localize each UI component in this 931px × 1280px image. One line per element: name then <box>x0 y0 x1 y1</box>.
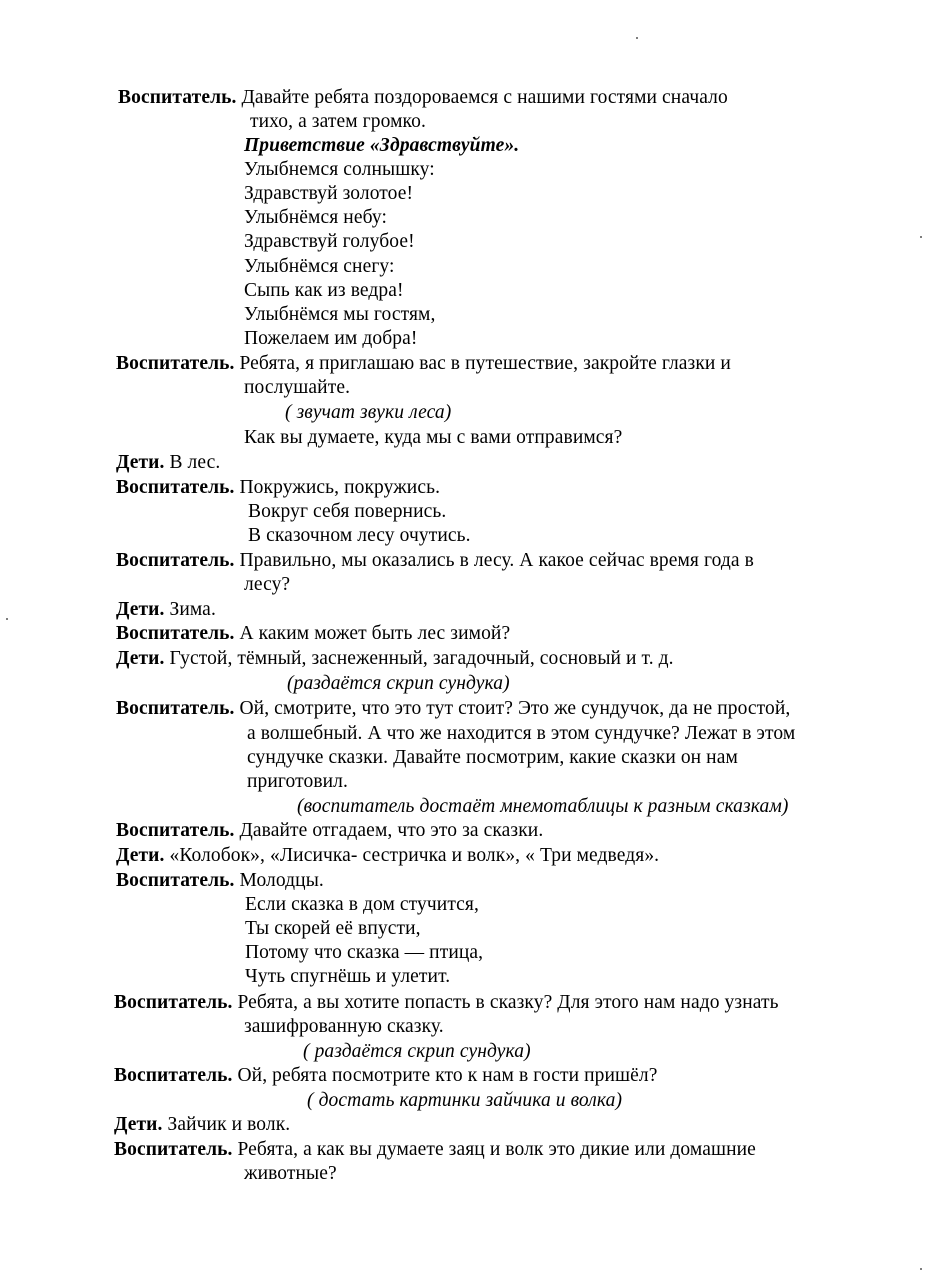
dialogue-line <box>114 991 779 1015</box>
stage-direction: ( достать картинки зайчика и волка) <box>307 1090 623 1111</box>
dialogue-line <box>118 86 728 110</box>
dialogue-line <box>114 1113 290 1137</box>
line-text: Молодцы. <box>234 870 324 891</box>
text-line: животные? <box>244 1163 337 1184</box>
dialogue-line <box>116 598 216 622</box>
poem-line: Ты скорей её впусти, <box>245 918 421 939</box>
scan-speck <box>6 618 8 620</box>
dialogue-line <box>116 622 510 646</box>
speaker-label: Воспитатель. <box>116 477 235 498</box>
poem-line: Если сказка в дом стучится, <box>245 894 479 915</box>
line-text: Густой, тёмный, заснеженный, загадочный, сосновый и т. д. <box>164 648 674 669</box>
poem-line: Улыбнемся солнышку: <box>244 159 435 180</box>
line-text: «Колобок», «Лисичка- сестричка и волк», « Три медведя». <box>164 845 660 866</box>
speaker-label: Воспитатель. <box>116 870 235 891</box>
scan-speck <box>920 236 922 238</box>
dialogue-line <box>116 844 659 868</box>
line-text: Ребята, а как вы думаете заяц и волк это дикие или домашние <box>232 1139 756 1160</box>
text-line: зашифрованную сказку. <box>244 1016 444 1037</box>
text-line: сундучке сказки. Давайте посмотрим, какие сказки он нам <box>247 747 738 768</box>
text-line: тихо, а затем громко. <box>250 111 426 132</box>
dialogue-line <box>114 1064 657 1088</box>
line-text: Покружись, покружись. <box>234 477 441 498</box>
line-text: Зайчик и волк. <box>162 1114 291 1135</box>
line-text: Зима. <box>164 599 216 620</box>
line-text: В лес. <box>164 452 221 473</box>
stage-direction: ( звучат звуки леса) <box>285 402 452 423</box>
scan-speck <box>636 37 638 39</box>
dialogue-line <box>116 697 790 721</box>
line-text: Давайте отгадаем, что это за сказки. <box>234 820 544 841</box>
dialogue-line <box>116 549 754 573</box>
text-line: Как вы думаете, куда мы с вами отправимся? <box>244 427 623 448</box>
poem-line: Улыбнёмся снегу: <box>244 256 395 277</box>
speaker-label: Воспитатель. <box>116 353 235 374</box>
text-line: лесу? <box>244 574 291 595</box>
poem-line: Улыбнёмся небу: <box>244 207 387 228</box>
line-text: А каким может быть лес зимой? <box>234 623 511 644</box>
dialogue-line <box>116 869 324 893</box>
speaker-label: Воспитатель. <box>116 623 235 644</box>
speaker-label: Воспитатель. <box>114 1139 233 1160</box>
speaker-label: Дети. <box>116 845 165 866</box>
dialogue-line <box>114 1138 756 1162</box>
dialogue-line <box>116 451 220 475</box>
dialogue-line <box>116 352 731 376</box>
poem-line: Улыбнёмся мы гостям, <box>244 304 436 325</box>
line-text: Ой, ребята посмотрите кто к нам в гости пришёл? <box>232 1065 658 1086</box>
line-text: Правильно, мы оказались в лесу. А какое сейчас время года в <box>234 550 754 571</box>
poem-line: Здравствуй золотое! <box>244 183 414 204</box>
stage-direction: (раздаётся скрип сундука) <box>287 673 510 694</box>
poem-line: Потому что сказка — птица, <box>245 942 484 963</box>
speaker-label: Дети. <box>116 452 165 473</box>
poem-line: Пожелаем им добра! <box>244 328 418 349</box>
dialogue-line <box>116 647 674 671</box>
dialogue-line <box>116 819 543 843</box>
text-line: послушайте. <box>244 377 351 398</box>
speaker-label: Воспитатель. <box>116 698 235 719</box>
speaker-label: Дети. <box>114 1114 163 1135</box>
speaker-label: Воспитатель. <box>114 1065 233 1086</box>
scan-speck <box>920 1268 922 1270</box>
line-text: Ребята, а вы хотите попасть в сказку? Для этого нам надо узнать <box>232 992 779 1013</box>
speaker-label: Воспитатель. <box>114 992 233 1013</box>
line-text: Давайте ребята поздороваемся с нашими гостями сначало <box>236 87 728 108</box>
speaker-label: Дети. <box>116 648 165 669</box>
line-text: Ребята, я приглашаю вас в путешествие, закройте глазки и <box>234 353 731 374</box>
text-line: а волшебный. А что же находится в этом сундучке? Лежат в этом <box>247 723 796 744</box>
speaker-label: Воспитатель. <box>118 87 237 108</box>
dialogue-line <box>116 476 440 500</box>
poem-line: Вокруг себя повернись. <box>248 501 447 522</box>
stage-direction: ( раздаётся скрип сундука) <box>303 1041 531 1062</box>
stage-direction: (воспитатель достаёт мнемотаблицы к разным сказкам) <box>297 796 789 817</box>
line-text: Ой, смотрите, что это тут стоит? Это же сундучок, да не простой, <box>234 698 791 719</box>
speaker-label: Воспитатель. <box>116 820 235 841</box>
section-heading: Приветствие «Здравствуйте». <box>244 135 520 156</box>
poem-line: Здравствуй голубое! <box>244 231 415 252</box>
speaker-label: Дети. <box>116 599 165 620</box>
poem-line: Чуть спугнёшь и улетит. <box>245 966 451 987</box>
speaker-label: Воспитатель. <box>116 550 235 571</box>
text-line: приготовил. <box>247 771 348 792</box>
poem-line: Сыпь как из ведра! <box>244 280 404 301</box>
poem-line: В сказочном лесу очутись. <box>248 525 471 546</box>
